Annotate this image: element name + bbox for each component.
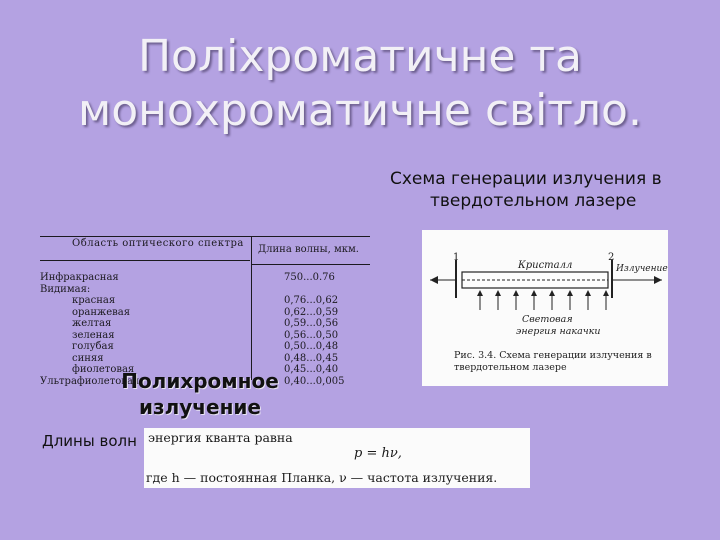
wavelength-range: 0,45...0,40	[284, 364, 339, 375]
table-row	[40, 353, 370, 365]
pump-arrowhead	[549, 290, 555, 296]
region-name: синяя	[72, 352, 104, 364]
wavelength-range: 0,50...0,48	[284, 341, 339, 352]
region-name: желтая	[72, 318, 112, 329]
region-name: Видимая:	[40, 283, 91, 295]
table-header-rule-right	[251, 264, 370, 265]
pump-label-line-1: Световая	[522, 314, 573, 325]
title-line-1: Поліхроматичне та	[137, 31, 583, 82]
laser-figure-caption: Рис. 3.4. Схема генерации излучения в твердотельном лазере	[454, 350, 652, 373]
formula-line-1: энергия кванта равна	[148, 430, 293, 445]
mirror-2-label: 2	[608, 252, 615, 263]
table-top-rule	[40, 236, 370, 237]
laser-caption-line-2: твердотельном лазере	[430, 191, 637, 211]
wavelength-range: 750...0.76	[284, 272, 335, 283]
wavelength-range: 0,48...0,45	[284, 352, 339, 364]
pump-arrowhead	[477, 290, 483, 296]
region-name: красная	[72, 295, 116, 306]
table-row	[40, 307, 370, 319]
slide-title	[40, 30, 680, 138]
beam-out-arrowhead	[654, 276, 662, 284]
table-header-wavelength: Длина волны, мкм.	[258, 244, 359, 255]
poly-line-1: Полихромное	[121, 369, 279, 393]
table-row	[40, 295, 370, 307]
pump-arrowhead	[495, 290, 501, 296]
region-name: оранжевая	[72, 306, 131, 318]
region-name: Инфракрасная	[40, 272, 119, 283]
pump-arrowhead	[585, 290, 591, 296]
mirror-1-label: 1	[453, 252, 460, 263]
wavelength-range: 0,56...0,50	[284, 329, 339, 341]
table-header-region: Область оптического спектра	[72, 238, 244, 249]
region-name: голубая	[72, 341, 114, 352]
formula-equation: p = hν,	[354, 446, 402, 461]
laser-caption	[390, 168, 690, 212]
wavelength-range: 0,40...0,005	[284, 375, 345, 387]
polychromatic-label	[100, 368, 300, 420]
table-row	[40, 330, 370, 342]
region-name: зеленая	[72, 329, 115, 341]
formula-image	[144, 428, 530, 488]
table-row	[40, 272, 370, 284]
table-header-rule-left	[40, 260, 250, 261]
laser-caption-line-1: Схема генерации излучения в	[390, 169, 662, 189]
pump-arrowhead	[531, 290, 537, 296]
laser-diagram-image	[422, 230, 668, 386]
wavelength-range: 0,76...0,62	[284, 295, 339, 306]
table-row	[40, 284, 370, 296]
pump-arrowhead	[513, 290, 519, 296]
crystal-label: Кристалл	[518, 260, 573, 271]
spectrum-table-image	[36, 232, 372, 387]
pump-arrows	[477, 290, 609, 310]
pump-arrowhead	[603, 290, 609, 296]
pump-label-line-2: энергия накачки	[516, 326, 601, 337]
table-row	[40, 341, 370, 353]
wavelength-range: 0,59...0,56	[284, 318, 339, 329]
radiation-label: Излучение	[616, 264, 668, 274]
table-row	[40, 318, 370, 330]
region-name: фиолетовая	[72, 364, 135, 375]
poly-line-2: излучение	[138, 395, 261, 419]
beam-left-arrowhead	[430, 276, 438, 284]
title-line-2: монохроматичне світло.	[78, 85, 642, 136]
wavelength-label: Длины волн	[42, 432, 137, 450]
region-name: Ультрафиолетовая	[40, 375, 140, 387]
wavelength-range: 0,62...0,59	[284, 306, 339, 318]
formula-line-3: где h — постоянная Планка, ν — частота излучения.	[146, 470, 498, 485]
pump-arrowhead	[567, 290, 573, 296]
